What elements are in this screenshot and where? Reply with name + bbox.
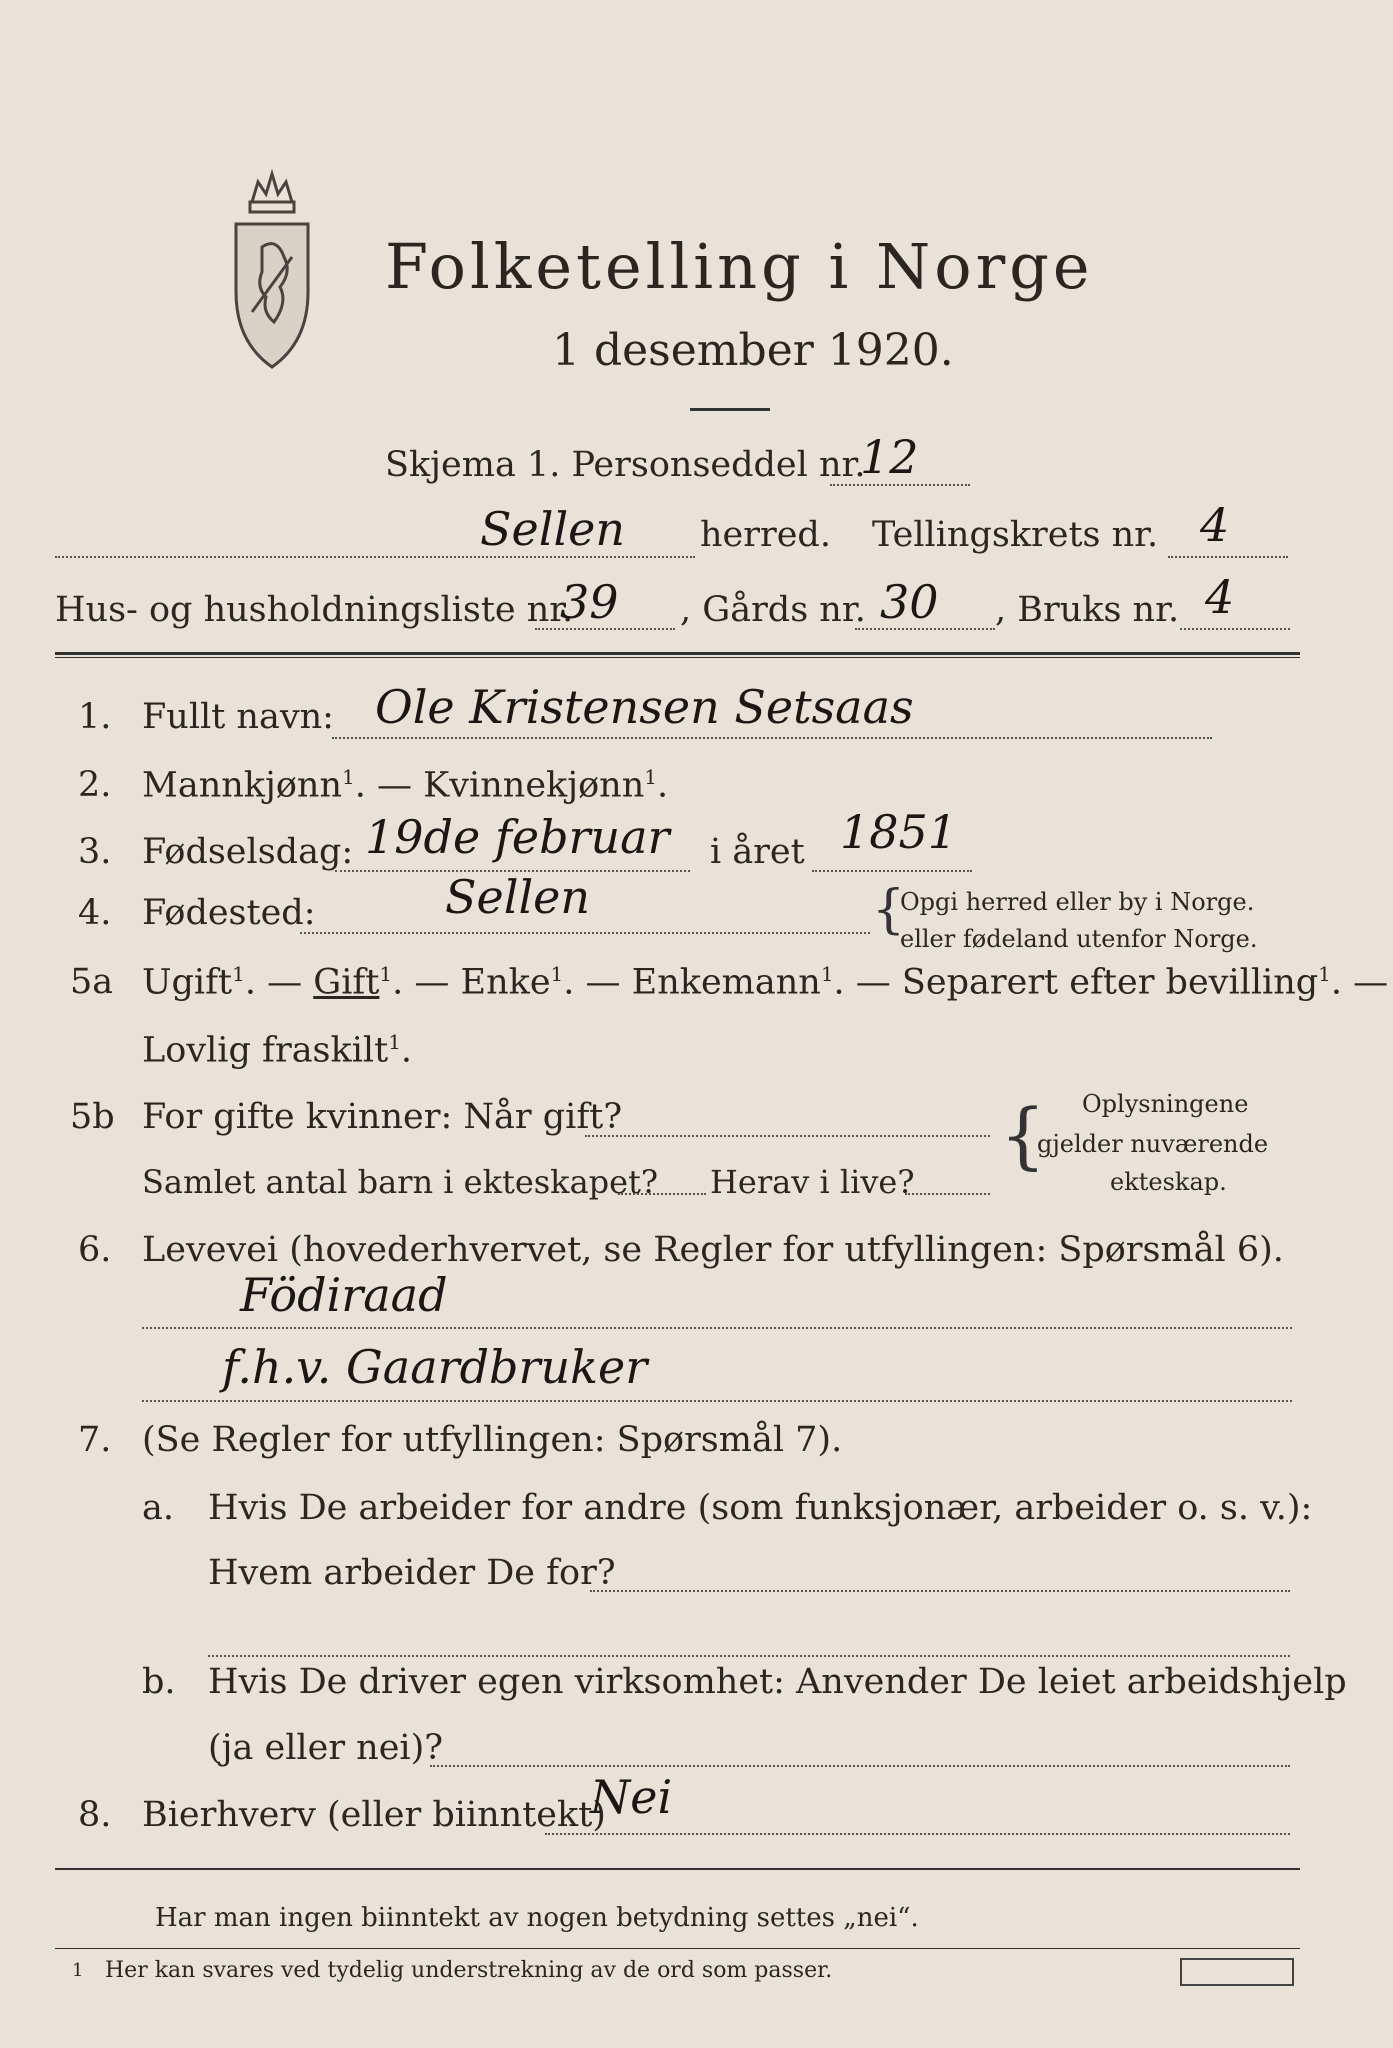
q5a-sup-2: 1: [379, 962, 393, 986]
q5a-gift: Gift: [313, 962, 380, 1003]
q1-line: [332, 737, 1212, 739]
footnote-mark: 1: [72, 1960, 84, 1981]
q6-value-2: f.h.v. Gaardbruker: [222, 1340, 648, 1394]
q7-label: (Se Regler for utfyllingen: Spørsmål 7).: [142, 1420, 843, 1460]
q7a-question: Hvem arbeider De for?: [208, 1553, 616, 1593]
q7a-letter: a.: [142, 1488, 174, 1528]
section-divider-top: [55, 652, 1300, 655]
q5a-sup-3: 1: [550, 962, 564, 986]
q6-label: Levevei (hovederhvervet, se Regler for utfyllingen: Spørsmål 6).: [142, 1230, 1284, 1270]
q5a-separert: . — Separert efter bevilling: [833, 962, 1319, 1003]
q5b-note-1: Oplysningene: [1082, 1090, 1249, 1118]
q5b-label-3: Herav i live?: [710, 1163, 915, 1201]
q5a-line-2: [142, 1030, 412, 1071]
hus-value: 39: [560, 575, 619, 629]
section-divider-bottom: [55, 657, 1300, 658]
q1-value: Ole Kristensen Setsaas: [375, 680, 914, 734]
q2-female-sup: 1: [644, 765, 658, 789]
q2-number: 2.: [78, 765, 112, 805]
gards-value: 30: [880, 575, 939, 629]
q2-sex-options: [142, 765, 668, 806]
q5a-marital-options: [142, 962, 1388, 1003]
q5a-line2-end: .: [400, 1030, 413, 1071]
q5a-sup-6: 1: [388, 1030, 401, 1054]
krets-label: Tellingskrets nr.: [872, 515, 1159, 555]
q5a-sep-1: . —: [244, 962, 314, 1003]
bruks-label: , Bruks nr.: [995, 590, 1180, 630]
q7b-question: (ja eller nei)?: [208, 1728, 444, 1768]
q5b-line-2: [618, 1193, 706, 1195]
q3-number: 3.: [78, 832, 112, 872]
q1-number: 1.: [78, 697, 112, 737]
bruks-value: 4: [1205, 570, 1235, 624]
q4-value: Sellen: [445, 870, 591, 924]
q3-year-value: 1851: [840, 805, 958, 859]
q4-number: 4.: [78, 893, 112, 933]
q5b-brace: {: [1000, 1093, 1046, 1177]
skjema-value: 12: [860, 430, 919, 484]
q4-line: [300, 932, 870, 934]
q7a-line-2: [208, 1655, 1290, 1657]
q8-line: [545, 1833, 1290, 1835]
hus-label: Hus- og husholdningsliste nr.: [55, 590, 574, 630]
form-date: 1 desember 1920.: [552, 325, 954, 376]
footer-note: Har man ingen biinntekt av nogen betydning settes „nei“.: [155, 1903, 919, 1933]
herred-label: herred.: [700, 515, 831, 555]
q8-label: Bierhverv (eller biinntekt): [142, 1795, 606, 1835]
herred-line: [55, 556, 695, 558]
q5b-note-2: gjelder nuværende: [1037, 1130, 1269, 1158]
q2-end: .: [657, 765, 669, 806]
q7a-text: Hvis De arbeider for andre (som funksjonær, arbeider o. s. v.):: [208, 1488, 1313, 1528]
q5a-ugift: Ugift: [142, 962, 233, 1003]
q5a-sup-4: 1: [820, 962, 834, 986]
q2-sep: . —: [354, 765, 424, 806]
form-title: Folketelling i Norge: [385, 230, 1094, 303]
q5a-fraskilt: Lovlig fraskilt: [142, 1030, 389, 1071]
bottom-divider: [55, 1868, 1300, 1870]
q4-brace: {: [872, 880, 906, 940]
q6-line-1: [142, 1327, 1292, 1329]
skjema-label: Skjema 1. Personseddel nr.: [385, 445, 866, 485]
q6-number: 6.: [78, 1230, 112, 1270]
q3-year-line: [812, 870, 972, 872]
gards-label: , Gårds nr.: [680, 590, 866, 630]
q4-note-1: Opgi herred eller by i Norge.: [900, 888, 1255, 916]
q5b-label-2: Samlet antal barn i ekteskapet?: [142, 1163, 659, 1201]
q6-line-2: [142, 1400, 1292, 1402]
q5b-line-1: [585, 1135, 990, 1137]
footnote-divider: [55, 1948, 1300, 1949]
q4-note-2: eller fødeland utenfor Norge.: [900, 925, 1258, 953]
q5b-label-1: For gifte kvinner: Når gift?: [142, 1097, 623, 1137]
q5a-sup-5: 1: [1318, 962, 1331, 986]
q1-label: Fullt navn:: [142, 697, 334, 737]
q7b-line: [430, 1765, 1290, 1767]
q5b-number: 5b: [70, 1097, 115, 1137]
krets-value: 4: [1200, 498, 1230, 552]
q3-label: Fødselsdag:: [142, 832, 354, 872]
q3-value: 19de februar: [365, 810, 670, 864]
printer-stamp: [1180, 1958, 1294, 1986]
skjema-line: [830, 484, 970, 486]
q5a-sup-1: 1: [232, 962, 245, 986]
bruks-line: [1180, 628, 1290, 630]
q3-year-label: i året: [710, 832, 805, 872]
q2-male: Mannkjønn: [142, 765, 343, 806]
q5a-enke: . — Enke: [392, 962, 551, 1003]
q2-male-sup: 1: [342, 765, 355, 789]
q7-number: 7.: [78, 1420, 112, 1460]
q7b-letter: b.: [142, 1662, 176, 1702]
q5a-enkemann: . — Enkemann: [563, 962, 821, 1003]
herred-value: Sellen: [480, 502, 626, 556]
q5b-note-3: ekteskap.: [1110, 1168, 1227, 1196]
footnote-text: Her kan svares ved tydelig understrekning av de ord som passer.: [105, 1958, 833, 1983]
q8-number: 8.: [78, 1795, 112, 1835]
q5a-number: 5a: [70, 962, 114, 1002]
q7a-line-1: [590, 1590, 1290, 1592]
coat-of-arms-icon: [222, 162, 322, 372]
q5a-end: . —: [1330, 962, 1389, 1003]
q8-value: Nei: [590, 1770, 673, 1824]
title-divider: [690, 408, 770, 411]
q6-value-1: Födiraad: [240, 1268, 448, 1322]
q7b-text: Hvis De driver egen virksomhet: Anvender De leiet arbeidshjelp: [208, 1662, 1347, 1702]
q2-female: Kvinnekjønn: [423, 765, 645, 806]
krets-line: [1168, 556, 1288, 558]
q4-label: Fødested:: [142, 893, 316, 933]
q5b-line-3: [905, 1193, 990, 1195]
